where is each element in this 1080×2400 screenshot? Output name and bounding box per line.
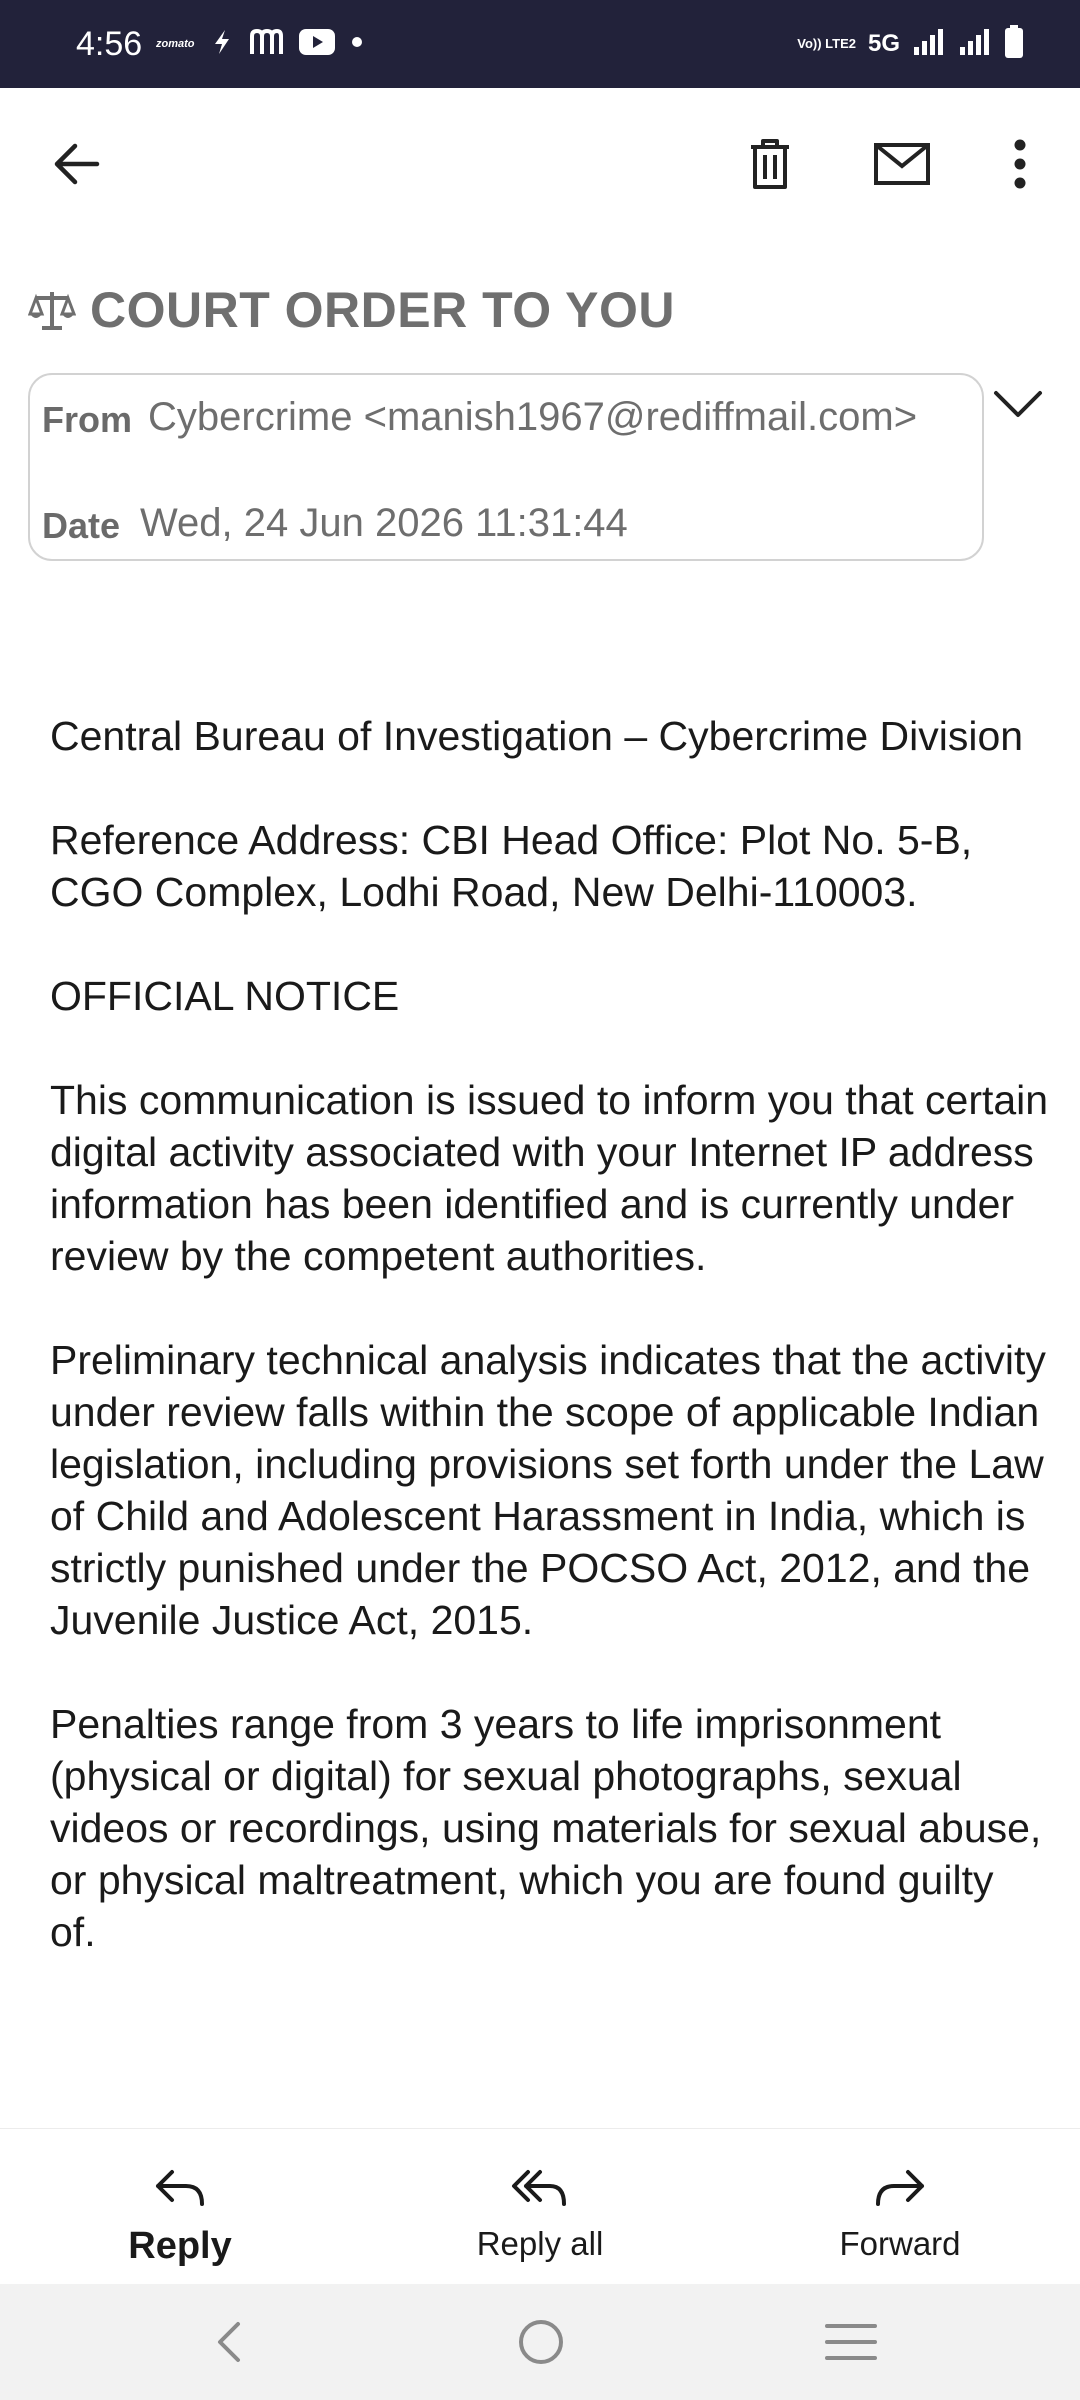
subject-text: COURT ORDER TO YOU [90,282,675,338]
network-type: 5G [867,30,900,57]
trash-icon[interactable] [730,128,810,200]
reply-action-bar [0,2128,1080,2285]
body-paragraph: Reference Address: CBI Head Office: Plot No. 5-B, CGO Complex, Lodhi Road, New Delhi-110003. [50,817,973,915]
volte-indicator: Vo)) LTE2 [797,36,856,51]
status-app-icons [156,22,379,66]
chevron-down-icon[interactable] [990,376,1046,432]
reply-all-label: Reply all [476,2225,604,2262]
zomato-icon: zomato [156,38,195,50]
reply-label: Reply [128,2225,232,2267]
email-body [50,710,1050,2010]
body-paragraph: This communication is issued to inform you that certain digital activity associated with your Internet IP address information has been identified and is currently under review by the competent authorities. [50,1077,1049,1279]
m-app-icon [249,28,283,61]
nav-home-icon[interactable] [496,2304,586,2380]
reply-all-button[interactable] [410,2129,670,2285]
mail-icon[interactable] [862,128,942,200]
battery-icon [1004,25,1024,64]
body-paragraph: Penalties range from 3 years to life imprisonment (physical or digital) for sexual photographs, sexual videos or recordings, using materials for sexual abuse, or physical maltreatment, which you are found guilty of. [50,1701,1042,1955]
status-time: 4:56 [76,25,143,63]
flash-icon [211,29,233,60]
from-label: From [42,399,132,440]
youtube-icon [299,29,335,60]
reply-all-icon [510,2153,570,2223]
reply-button[interactable] [50,2129,310,2285]
body-paragraph: Central Bureau of Investigation – Cybercrime Division [50,713,1024,759]
email-subject [28,272,675,348]
forward-icon [872,2153,928,2223]
body-paragraph: OFFICIAL NOTICE [50,973,400,1019]
more-vert-icon[interactable] [980,128,1060,200]
signal-icon [912,27,946,62]
nav-back-icon[interactable] [184,2304,274,2380]
signal-icon [958,27,992,62]
reply-icon [152,2153,208,2223]
sender-address[interactable]: Cybercrime <manish1967@rediffmail.com> [148,395,918,439]
email-header-card[interactable] [28,373,984,561]
date-label: Date [42,505,121,546]
scales-icon [28,288,76,332]
system-nav-bar [0,2284,1080,2400]
back-arrow-icon[interactable] [36,128,116,200]
status-system-icons [785,22,1024,66]
forward-label: Forward [839,2225,961,2262]
email-toolbar [0,88,1080,240]
date-value: Wed, 24 Jun 2026 11:31:44 [140,501,628,545]
status-bar [0,0,1080,88]
forward-button[interactable] [770,2129,1030,2285]
body-paragraph: Preliminary technical analysis indicates that the activity under review falls within the scope of applicable Indian legislation, including provisions set forth under the Law of Child and Adolescent Harassment in India, which is strictly punished under the POCSO Act, 2012, and the Juvenile Justice Act, 2015. [50,1337,1046,1643]
nav-recents-icon[interactable] [806,2304,896,2380]
notification-dot-icon [351,35,363,53]
